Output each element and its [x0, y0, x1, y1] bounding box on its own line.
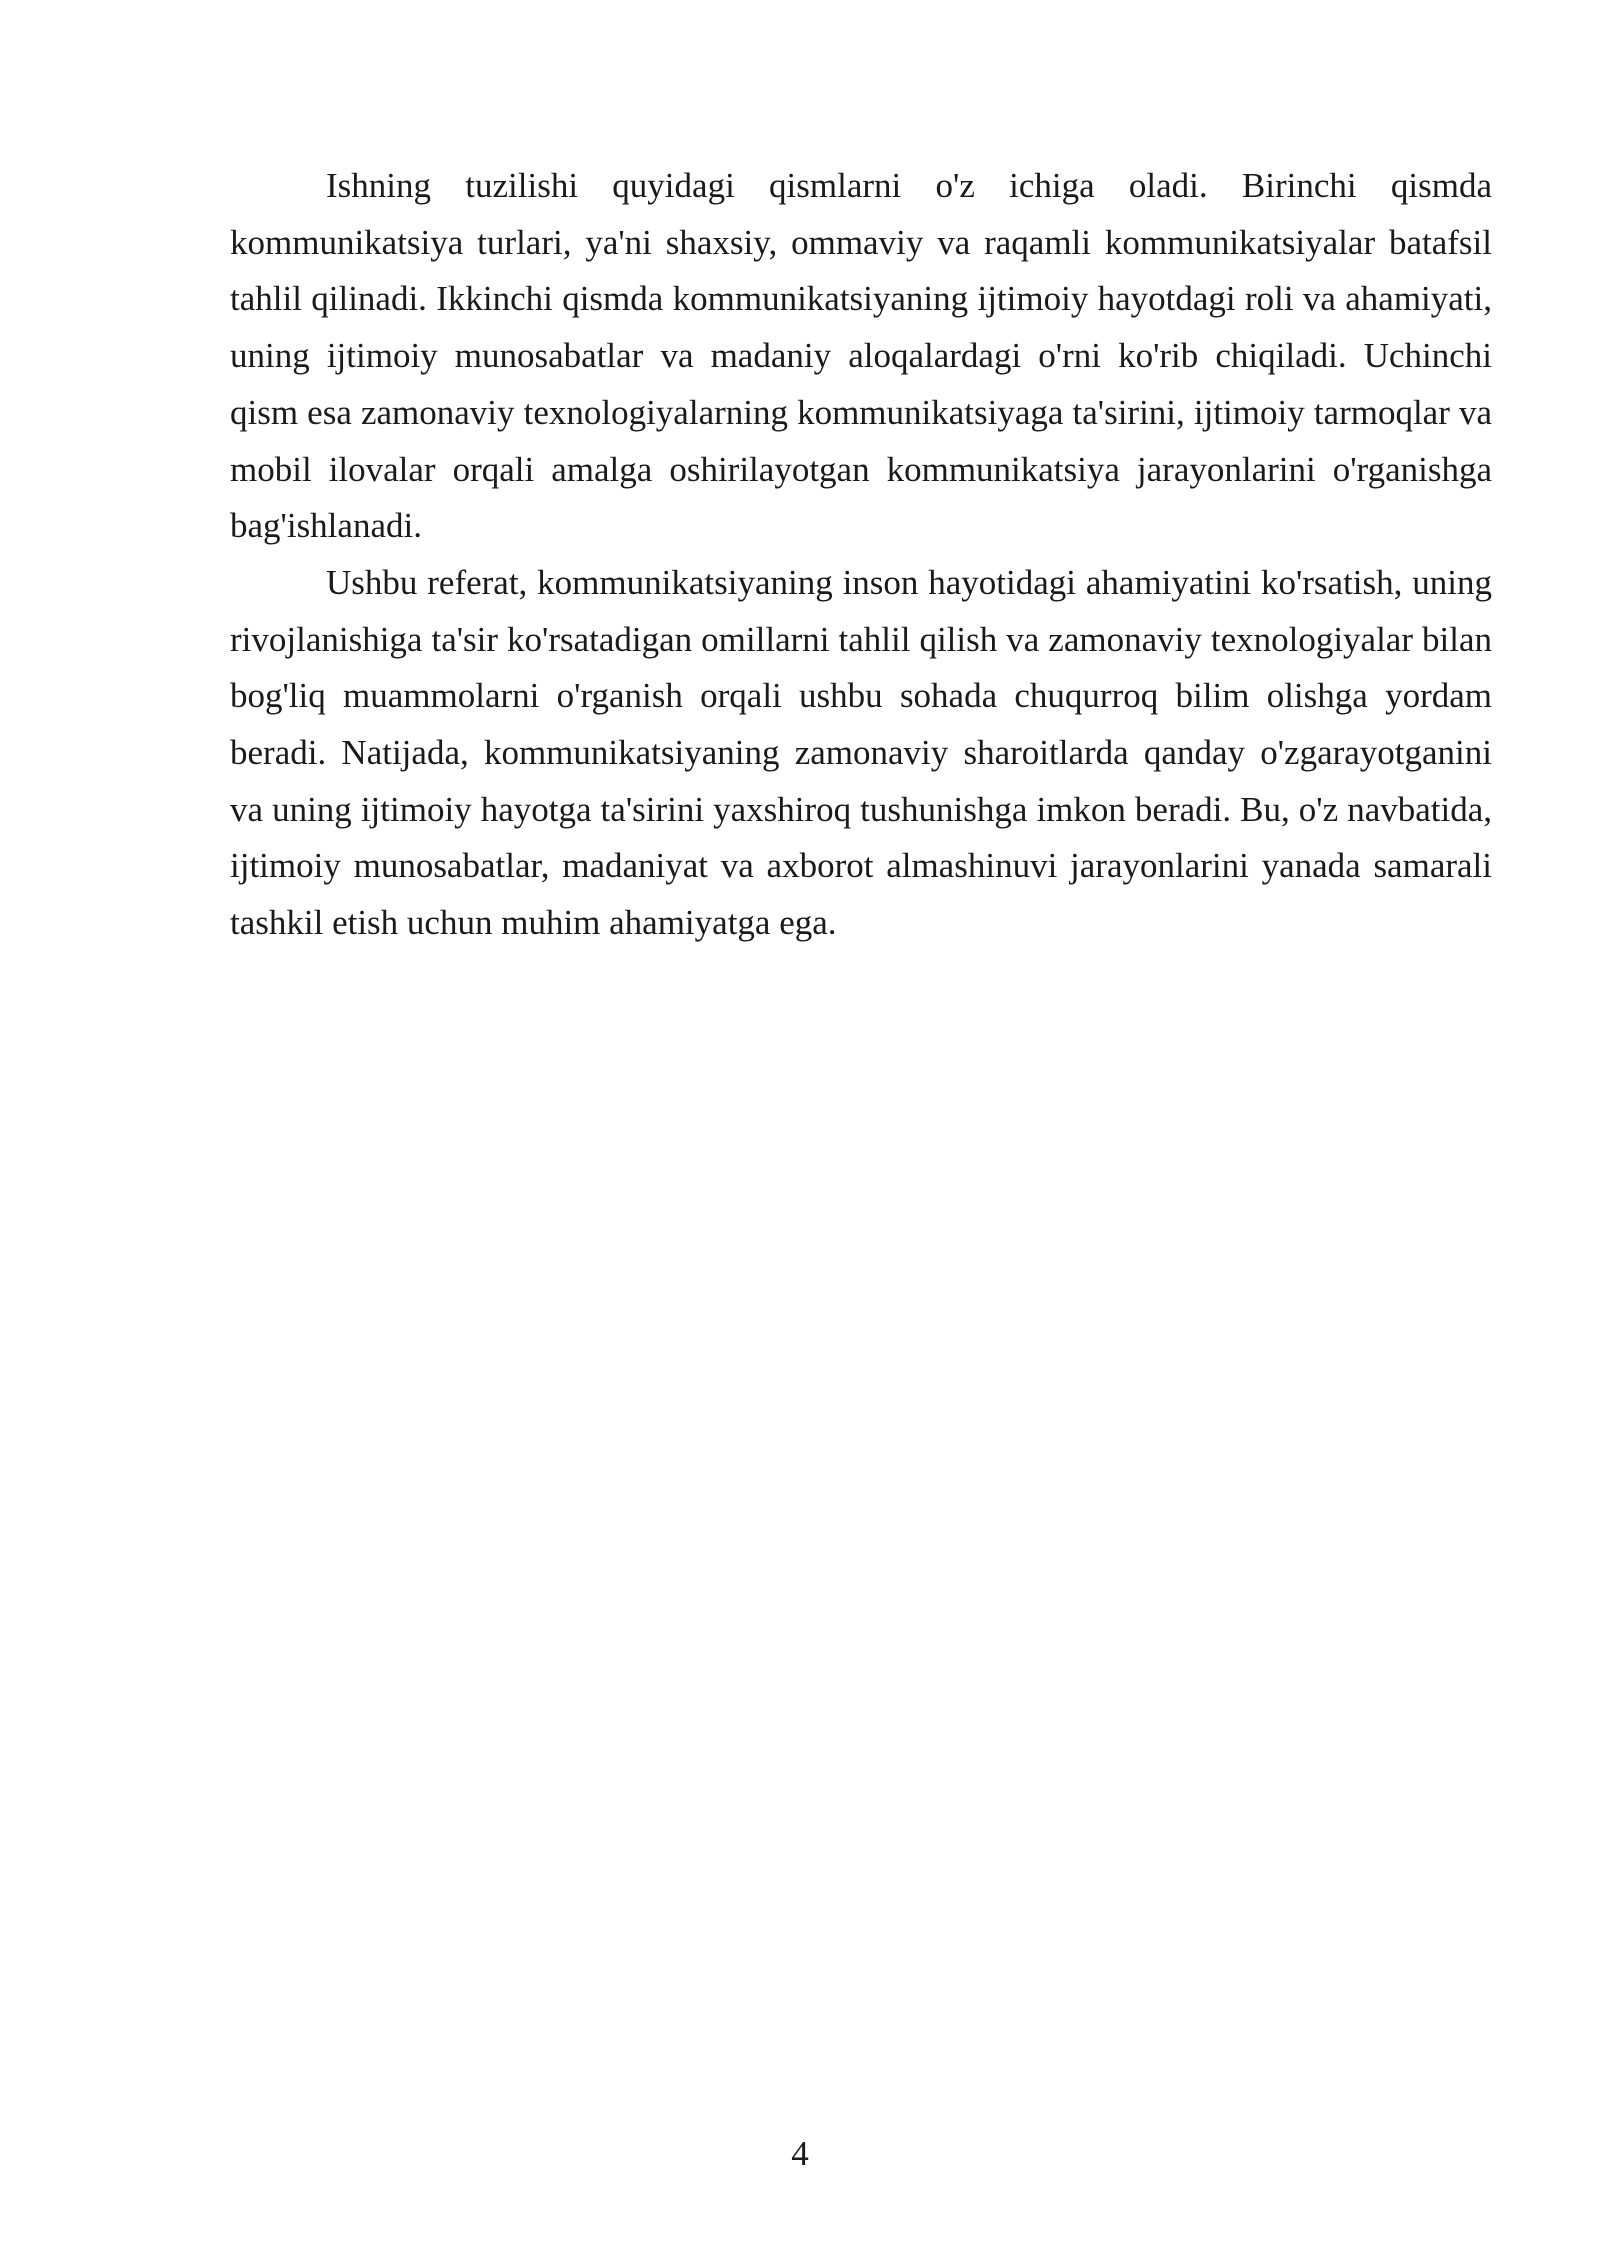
- paragraph-purpose: Ushbu referat, kommunikatsiyaning inson hayotidagi ahamiyatini ko'rsatish, uning rivojlanishiga ta'sir ko'rsatadigan omillarni tahlil qilish va zamonaviy texnologiyalar bilan bog'liq muammolarni o'rganish orqali ushbu sohada chuqurroq bilim olishga yordam beradi. Natijada, kommunikatsiyaning zamonaviy sharoitlarda qanday o'zgarayotganini va uning ijtimoiy hayotga ta'sirini yaxshiroq tushunishga imkon beradi. Bu, o'z navbatida, ijtimoiy munosabatlar, madaniyat va axborot almashinuvi jarayonlarini yanada samarali tashkil etish uchun muhim ahamiyatga ega.: [230, 562, 1492, 943]
- page-number: 4: [791, 2134, 809, 2173]
- body-text: [230, 158, 1492, 952]
- paragraph-structure: Ishning tuzilishi quyidagi qismlarni o'z ichiga oladi. Birinchi qismda kommunikatsiya turlari, ya'ni shaxsiy, ommaviy va raqamli kommunikatsiyalar batafsil tahlil qilinadi. Ikkinchi qismda kommunikatsiyaning ijtimoiy hayotdagi roli va ahamiyati, uning ijtimoiy munosabatlar va madaniy aloqalardagi o'rni ko'rib chiqiladi. Uchinchi qism esa zamonaviy texnologiyalarning kommunikatsiyaga ta'sirini, ijtimoiy tarmoqlar va mobil ilovalar orqali amalga oshirilayotgan kommunikatsiya jarayonlarini o'rganishga bag'ishlanadi.: [230, 166, 1492, 546]
